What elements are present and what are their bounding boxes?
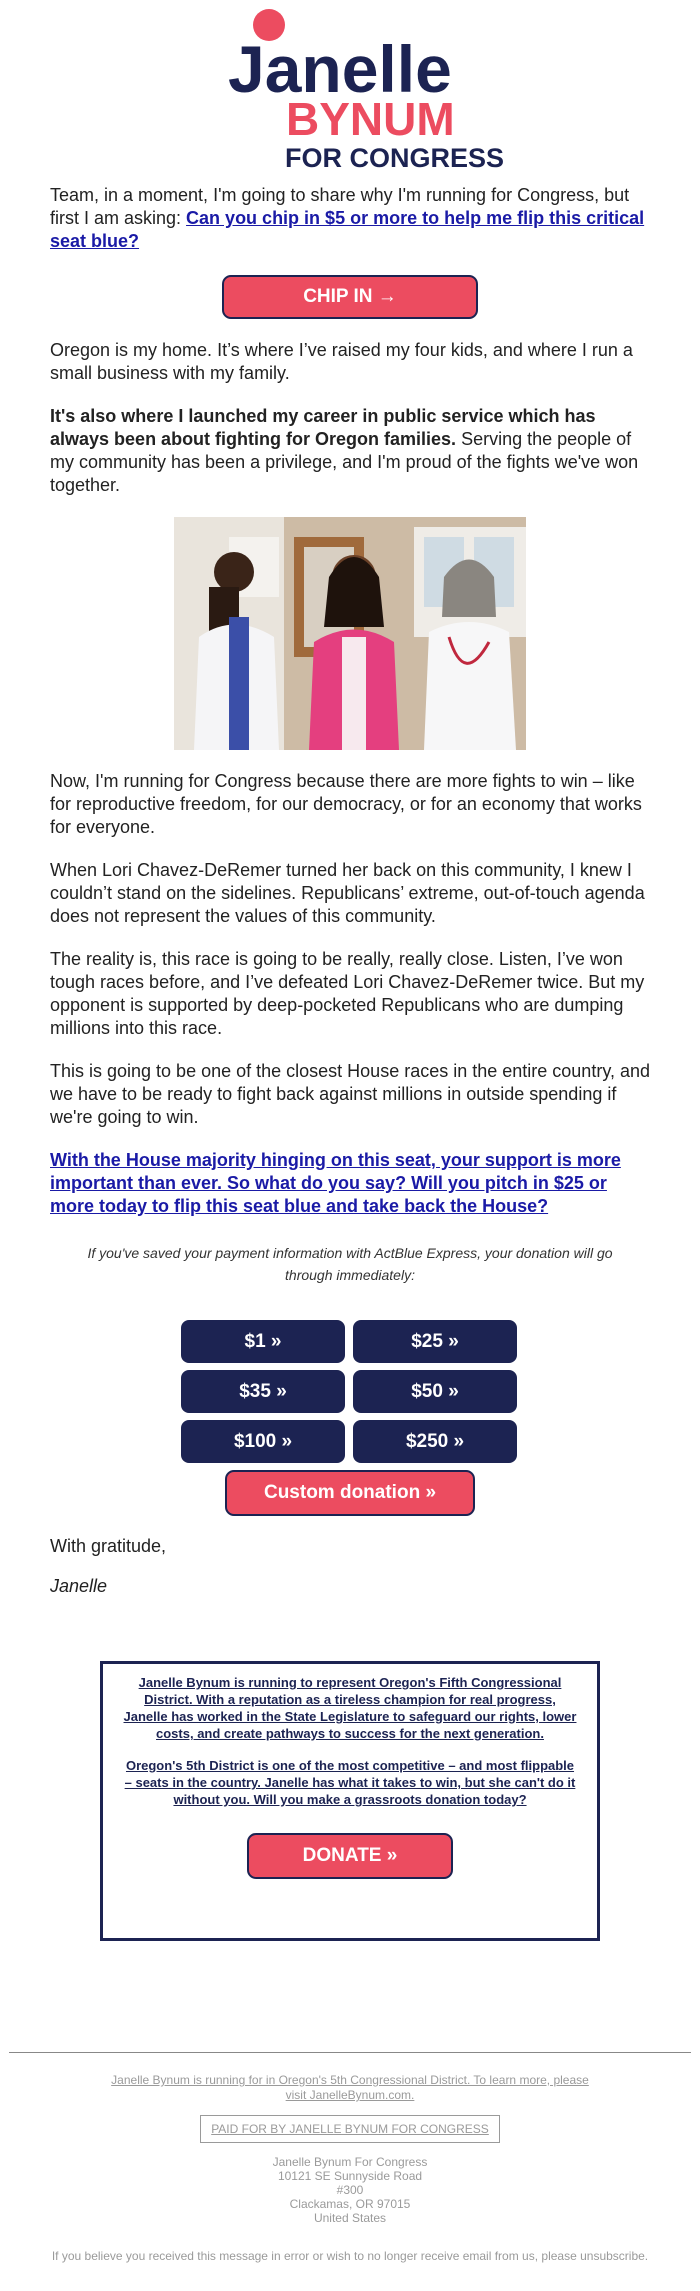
unsubscribe-text[interactable]: If you believe you received this message in error or wish to no longer receive email from us, please unsubscribe. (51, 2249, 649, 2263)
paragraph-running: Now, I'm running for Congress because there are more fights to win – like for reproductive freedom, for our democracy, or for an economy that works for everyone. (50, 771, 642, 837)
signoff: With gratitude, (50, 1536, 167, 1556)
chip-in-link[interactable]: Can you chip in $5 or more to help me flip this critical seat blue? (50, 208, 645, 251)
donate-250-button[interactable]: $250 » (353, 1420, 517, 1463)
intro-paragraph: Team, in a moment, I'm going to share why I'm running for Congress, but first I am asking: Can you chip in $5 or more to help me flip this critical seat blue? (50, 185, 645, 251)
actblue-express-note: If you've saved your payment information with ActBlue Express, your donation will go through immediately: (87, 1245, 613, 1283)
logo-surname: BYNUM (286, 93, 455, 145)
about-paragraph-2[interactable]: Oregon's 5th District is one of the most competitive – and most flippable – seats in the country. Janelle has what it takes to win, but she can't do it without you. Will you make a grassroots donation today? (124, 1758, 576, 1807)
footer-learn-more-link[interactable]: Janelle Bynum is running for in Oregon's 5th Congressional District. To learn more, please visit JanelleBynum.com. (111, 2073, 589, 2102)
paragraph-race: The reality is, this race is going to be really, really close. Listen, I’ve won tough races before, and I’ve defeated Lori Chavez-DeRemer twice. But my opponent is supported by deep-pocketed Republicans who are dumping millions into this race. (50, 949, 645, 1038)
paragraph-public-service: It's also where I launched my career in public service which has always been about fighting for Oregon families. Serving the people of my community has been a privilege, and I'm proud of the fights we've won together. (50, 406, 639, 495)
paid-for-disclaimer[interactable]: PAID FOR BY JANELLE BYNUM FOR CONGRESS (200, 2115, 500, 2143)
mailing-address: Janelle Bynum For Congress 10121 SE Sunnyside Road #300 Clackamas, OR 97015 United States (272, 2155, 428, 2225)
signature: Janelle (50, 1576, 108, 1596)
paragraph-closest: This is going to be one of the closest House races in the entire country, and we have to be ready to fight back against millions in outside spending if we're going to win. (50, 1061, 651, 1127)
donate-1-button[interactable]: $1 » (181, 1320, 345, 1363)
logo-tagline: FOR CONGRESS (285, 143, 505, 172)
donate-50-button[interactable]: $50 » (353, 1370, 517, 1413)
donate-35-button[interactable]: $35 » (181, 1370, 345, 1413)
about-paragraph-1[interactable]: Janelle Bynum is running to represent Oregon's Fifth Congressional District. With a reputation as a tireless champion for real progress, Janelle has worked in the State Legislature to safeguard our rights, lower costs, and create pathways to success for the next generation. (123, 1675, 577, 1741)
chip-in-button[interactable]: CHIP IN → (222, 275, 478, 319)
logo-name: Janelle (228, 32, 452, 106)
about-box (100, 1661, 600, 1941)
donation-amount-grid (181, 1320, 519, 1463)
custom-donation-button[interactable]: Custom donation » (225, 1470, 475, 1516)
pitch-in-link[interactable]: With the House majority hinging on this seat, your support is more important than ever. So what do you say? Will you pitch in $25 or more today to flip this seat blue and take back the House? (50, 1150, 621, 1216)
paragraph-opponent: When Lori Chavez-DeRemer turned her back on this community, I knew I couldn’t stand on the sidelines. Republicans’ extreme, out-of-touch agenda does not represent the values of this community. (50, 860, 645, 926)
donate-25-button[interactable]: $25 » (353, 1320, 517, 1363)
campaign-photo (174, 517, 526, 750)
paragraph-home: Oregon is my home. It’s where I’ve raised my four kids, and where I run a small business with my family. (50, 340, 633, 383)
footer (0, 2052, 700, 2263)
footer-divider (9, 2052, 691, 2053)
campaign-logo (50, 0, 650, 172)
donate-100-button[interactable]: $100 » (181, 1420, 345, 1463)
donate-button[interactable]: DONATE » (247, 1833, 453, 1879)
